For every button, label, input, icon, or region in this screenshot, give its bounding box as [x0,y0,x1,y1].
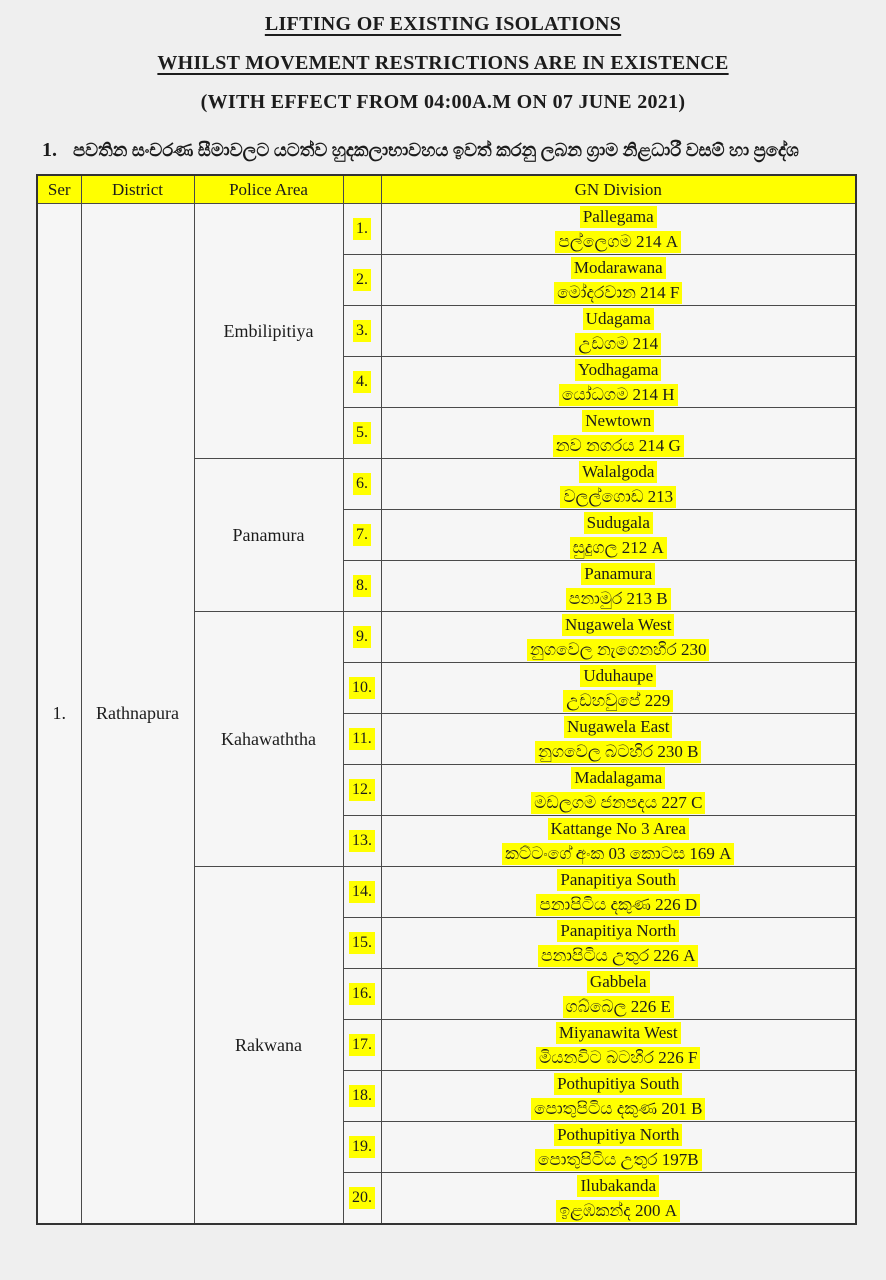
title-line-3: (WITH EFFECT FROM 04:00A.M ON 07 JUNE 2021) [200,91,686,113]
row-number-cell [343,561,381,612]
row-number-cell [343,867,381,918]
gn-name-sinhala: පොතුපිටිය උතුර 197B [535,1149,702,1171]
row-number: 7. [353,524,371,546]
gn-name-english-line [382,918,856,943]
row-number-cell [343,306,381,357]
gn-name-sinhala-line [382,280,856,305]
gn-name-sinhala-line [382,484,856,509]
gn-name-sinhala: නුගවෙල නැගෙනහිර 230 [527,639,709,661]
title-line-1: LIFTING OF EXISTING ISOLATIONS [264,13,622,35]
row-number: 5. [353,422,371,444]
row-number-cell [343,255,381,306]
row-number: 16. [349,983,375,1005]
gn-name-english: Pothupitiya South [554,1073,682,1095]
header-district: District [81,175,194,204]
row-number: 19. [349,1136,375,1158]
gn-name-sinhala-line [382,1096,856,1121]
police-area-cell: Rakwana [194,867,343,1225]
row-number-cell [343,663,381,714]
ser-cell: 1. [37,204,81,1225]
gn-name-sinhala: පල්ලෙගම 214 A [555,231,681,253]
row-number-cell [343,1071,381,1122]
gn-name-sinhala-line [382,994,856,1019]
gn-division-cell [381,1071,856,1122]
gn-division-cell [381,765,856,816]
gn-division-cell [381,1020,856,1071]
gn-name-sinhala-line [382,1198,856,1223]
gn-name-english: Uduhaupe [580,665,656,687]
gn-division-cell [381,510,856,561]
row-number: 18. [349,1085,375,1107]
row-number-cell [343,1122,381,1173]
gn-name-sinhala-line [382,688,856,713]
gn-name-english: Udagama [583,308,654,330]
gn-name-english-line [382,663,856,688]
header-police-area: Police Area [194,175,343,204]
row-number-cell [343,1173,381,1225]
gn-division-cell [381,714,856,765]
gn-division-cell [381,867,856,918]
gn-name-english-line [382,969,856,994]
row-number-cell [343,1020,381,1071]
district-cell: Rathnapura [81,204,194,1225]
gn-name-sinhala: පනාමුර 213 B [566,588,671,610]
title-line-2: WHILST MOVEMENT RESTRICTIONS ARE IN EXISTENCE [157,52,729,74]
row-number: 2. [353,269,371,291]
header-gn-division: GN Division [381,175,856,204]
gn-name-sinhala-line [382,586,856,611]
gn-name-english: Walalgoda [579,461,657,483]
row-number: 4. [353,371,371,393]
row-number: 1. [353,218,371,240]
gn-name-english-line [382,714,856,739]
row-number: 15. [349,932,375,954]
row-number: 3. [353,320,371,342]
row-number-cell [343,459,381,510]
gn-name-english: Yodhagama [575,359,661,381]
row-number: 17. [349,1034,375,1056]
row-number-cell [343,204,381,255]
row-number-cell [343,816,381,867]
gn-name-sinhala-line [382,433,856,458]
gn-division-cell [381,918,856,969]
gn-name-sinhala: ඉළඹකන්ද 200 A [556,1200,680,1222]
gn-name-sinhala: උඩහවුපේ 229 [563,690,673,712]
gn-name-english: Pothupitiya North [554,1124,682,1146]
row-number: 13. [349,830,375,852]
gn-name-english-line [382,408,856,433]
gn-name-english-line [382,459,856,484]
gn-division-cell [381,306,856,357]
gn-name-english-line [382,510,856,535]
gn-division-cell [381,969,856,1020]
gn-name-english: Pallegama [580,206,657,228]
intro-paragraph [42,132,850,168]
row-number: 8. [353,575,371,597]
gn-name-sinhala-line [382,637,856,662]
row-number: 12. [349,779,375,801]
gn-name-sinhala-line [382,331,856,356]
police-area-cell: Panamura [194,459,343,612]
gn-name-english: Sudugala [584,512,653,534]
row-number-cell [343,765,381,816]
header-ser: Ser [37,175,81,204]
gn-name-sinhala: මඩලගම ජනපදය 227 C [531,792,705,814]
intro-item-number: 1. [42,139,57,161]
gn-name-english: Panapitiya South [557,869,679,891]
gn-name-sinhala: නව නගරය 214 G [553,435,684,457]
gn-name-english: Modarawana [571,257,666,279]
gn-name-english-line [382,255,856,280]
gn-name-sinhala-line [382,892,856,917]
gn-division-cell [381,459,856,510]
row-number-cell [343,969,381,1020]
gn-name-sinhala-line [382,841,856,866]
gn-name-sinhala-line [382,382,856,407]
gn-name-sinhala: උඩගම 214 [575,333,661,355]
gn-name-english: Panamura [581,563,655,585]
gn-name-sinhala: කට්ටංගේ අංක 03 කොටස 169 A [502,843,734,865]
gn-name-english-line [382,1122,856,1147]
gn-division-cell [381,561,856,612]
row-number: 9. [353,626,371,648]
row-number-cell [343,918,381,969]
gn-name-sinhala: මෝදරවාන 214 F [554,282,682,304]
gn-name-sinhala: පනාපිටිය දකුණ 226 D [536,894,700,916]
gn-name-english: Newtown [582,410,654,432]
gn-name-english: Nugawela East [564,716,672,738]
police-area-cell: Embilipitiya [194,204,343,459]
gn-name-english-line [382,867,856,892]
gn-name-sinhala-line [382,1147,856,1172]
row-number: 20. [349,1187,375,1209]
gn-name-english-line [382,1020,856,1045]
gn-division-cell [381,612,856,663]
row-number: 11. [349,728,374,750]
gn-name-english: Miyanawita West [556,1022,681,1044]
gn-divisions-table [36,174,857,1225]
gn-division-cell [381,408,856,459]
row-number: 10. [349,677,375,699]
row-number-cell [343,612,381,663]
gn-name-sinhala-line [382,943,856,968]
gn-name-english-line [382,816,856,841]
gn-name-sinhala-line [382,790,856,815]
gn-name-sinhala: නුගවෙල බටහිර 230 B [535,741,701,763]
gn-division-cell [381,1122,856,1173]
row-number: 14. [349,881,375,903]
gn-name-english: Ilubakanda [577,1175,659,1197]
gn-name-english: Kattange No 3 Area [548,818,689,840]
row-number-cell [343,357,381,408]
gn-name-english-line [382,204,856,229]
gn-name-sinhala: මියනවිට බටහිර 226 F [536,1047,700,1069]
gn-name-sinhala-line [382,229,856,254]
gn-name-sinhala: පොතුපිටිය දකුණ 201 B [531,1098,705,1120]
gn-name-english-line [382,1071,856,1096]
gn-name-sinhala: පනාපිටිය උතුර 226 A [538,945,698,967]
gn-name-english-line [382,765,856,790]
gn-name-sinhala-line [382,1045,856,1070]
gn-name-sinhala: ගබ්බෙල 226 E [563,996,674,1018]
gn-division-cell [381,204,856,255]
gn-division-cell [381,255,856,306]
row-number-cell [343,408,381,459]
gn-name-english: Madalagama [571,767,665,789]
gn-name-english: Nugawela West [562,614,674,636]
intro-text-sinhala: පවතින සංචරණ සීමාවලට යටත්ව හුදකලාභාවහය ඉවත් කරනු ලබන ග්‍රාම නිළධාරී වසම් හා ප්‍රදේශ [73,140,799,160]
gn-name-english-line [382,357,856,382]
gn-name-english-line [382,561,856,586]
gn-name-english-line [382,1173,856,1198]
gn-division-cell [381,663,856,714]
gn-name-english: Gabbela [587,971,650,993]
gn-division-cell [381,816,856,867]
gn-name-english-line [382,612,856,637]
table-row [37,204,856,255]
gn-name-sinhala: යෝධගම 214 H [559,384,678,406]
row-number-cell [343,714,381,765]
table-header-row [37,175,856,204]
gn-name-sinhala: සුදුගල 212 A [570,537,667,559]
gn-name-english-line [382,306,856,331]
gn-division-cell [381,1173,856,1225]
gn-name-sinhala-line [382,535,856,560]
gn-name-sinhala: වලල්ගොඩ 213 [560,486,676,508]
row-number: 6. [353,473,371,495]
gn-name-sinhala-line [382,739,856,764]
police-area-cell: Kahawaththa [194,612,343,867]
gn-division-cell [381,357,856,408]
gn-name-english: Panapitiya North [557,920,679,942]
header-number-column [343,175,381,204]
row-number-cell [343,510,381,561]
